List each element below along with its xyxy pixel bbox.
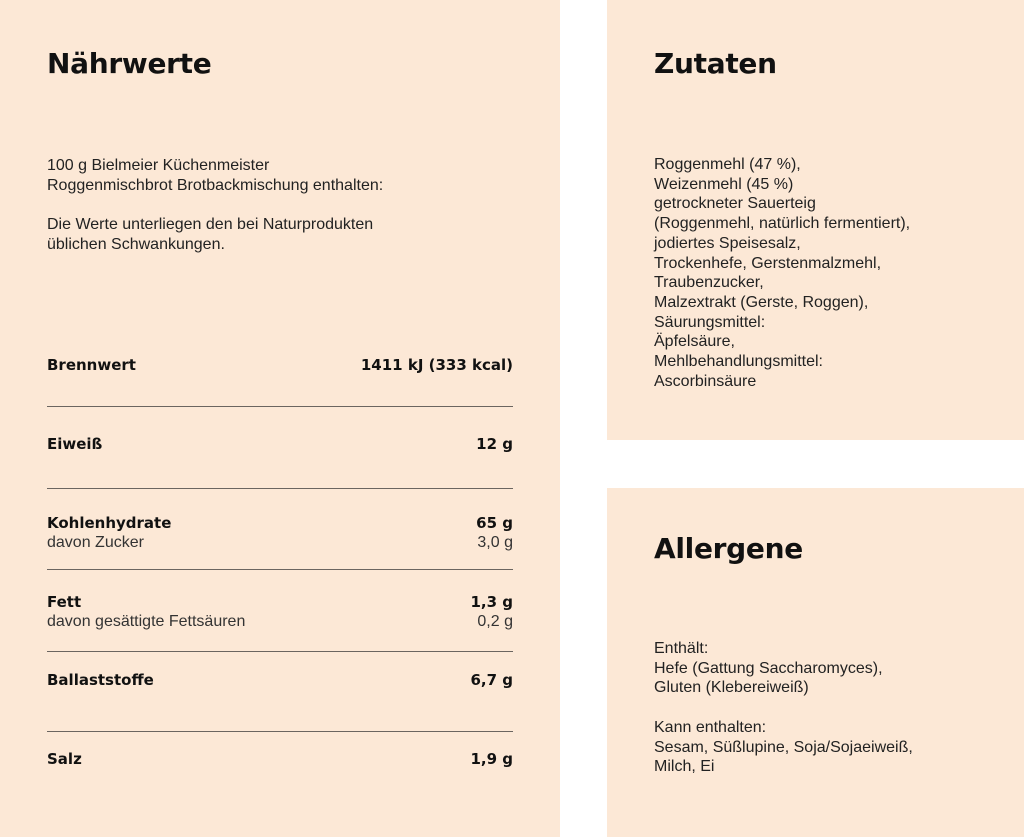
ingredient-line: Ascorbinsäure	[654, 372, 757, 390]
allergen-line: Hefe (Gattung Saccharomyces),	[654, 659, 883, 677]
nutrition-intro-line: 100 g Bielmeier Küchenmeister	[47, 157, 270, 174]
nutrition-value: 1,3 g	[470, 593, 513, 611]
ingredient-line: jodiertes Speisesalz,	[654, 234, 801, 252]
nutrition-row-eiweiss	[47, 435, 513, 479]
allergen-line: Enthält:	[654, 640, 709, 657]
ingredient-line: Traubenzucker,	[654, 274, 764, 292]
nutrition-row-salz	[47, 750, 513, 794]
allergen-line: Kann enthalten:	[654, 719, 767, 736]
allergens-contains	[654, 639, 883, 698]
nutrition-row-ballaststoffe	[47, 671, 513, 715]
nutrition-divider	[47, 569, 513, 570]
nutrition-label: Kohlenhydrate	[47, 514, 172, 532]
allergens-may-contain	[654, 718, 913, 777]
nutrition-row-kohlenhydrate	[47, 514, 513, 558]
nutrition-divider	[47, 488, 513, 489]
nutrition-value: 12 g	[476, 435, 513, 453]
ingredients-panel	[607, 0, 1024, 440]
nutrition-value: 1,9 g	[470, 750, 513, 768]
nutrition-note-line: Die Werte unterliegen den bei Naturprodukten	[47, 216, 374, 233]
nutrition-sub-value: 3,0 g	[477, 534, 513, 551]
nutrition-label: Salz	[47, 750, 82, 768]
nutrition-row-fett	[47, 593, 513, 637]
ingredient-line: Äpfelsäure,	[654, 333, 735, 351]
ingredient-line: Mehlbehandlungsmittel:	[654, 353, 823, 371]
ingredient-line: Roggenmehl (47 %),	[654, 156, 801, 173]
ingredient-line: getrockneter Sauerteig	[654, 195, 816, 213]
ingredient-line: (Roggenmehl, natürlich fermentiert),	[654, 215, 911, 233]
allergens-panel	[607, 488, 1024, 837]
ingredient-line: Säurungsmittel:	[654, 313, 766, 331]
ingredients-list	[654, 155, 910, 391]
nutrition-note-line: üblichen Schwankungen.	[47, 235, 225, 253]
nutrition-value: 1411 kJ (333 kcal)	[360, 356, 513, 374]
nutrition-value: 6,7 g	[470, 671, 513, 689]
nutrition-sub-label: davon gesättigte Fettsäuren	[47, 613, 246, 630]
nutrition-sub-label: davon Zucker	[47, 534, 144, 551]
nutrition-row-brennwert	[47, 356, 513, 400]
nutrition-divider	[47, 406, 513, 407]
nutrition-note	[47, 215, 373, 254]
allergen-line: Sesam, Süßlupine, Soja/Sojaeiweiß,	[654, 738, 913, 756]
nutrition-intro	[47, 156, 383, 195]
nutrition-divider	[47, 731, 513, 732]
allergen-line: Gluten (Klebereiweiß)	[654, 679, 809, 697]
allergens-title: Allergene	[654, 532, 803, 565]
nutrition-label: Eiweiß	[47, 435, 103, 453]
nutrition-title: Nährwerte	[47, 47, 212, 80]
nutrition-intro-line: Roggenmischbrot Brotbackmischung enthalten:	[47, 176, 384, 194]
ingredient-line: Trockenhefe, Gerstenmalzmehl,	[654, 254, 882, 272]
ingredients-title: Zutaten	[654, 47, 777, 80]
nutrition-label: Brennwert	[47, 356, 136, 374]
allergen-line: Milch, Ei	[654, 758, 715, 776]
nutrition-label: Fett	[47, 593, 82, 611]
nutrition-divider	[47, 651, 513, 652]
nutrition-sub-value: 0,2 g	[477, 613, 513, 630]
ingredient-line: Malzextrakt (Gerste, Roggen),	[654, 293, 869, 311]
ingredient-line: Weizenmehl (45 %)	[654, 175, 794, 193]
nutrition-value: 65 g	[476, 514, 513, 532]
nutrition-label: Ballaststoffe	[47, 671, 154, 689]
